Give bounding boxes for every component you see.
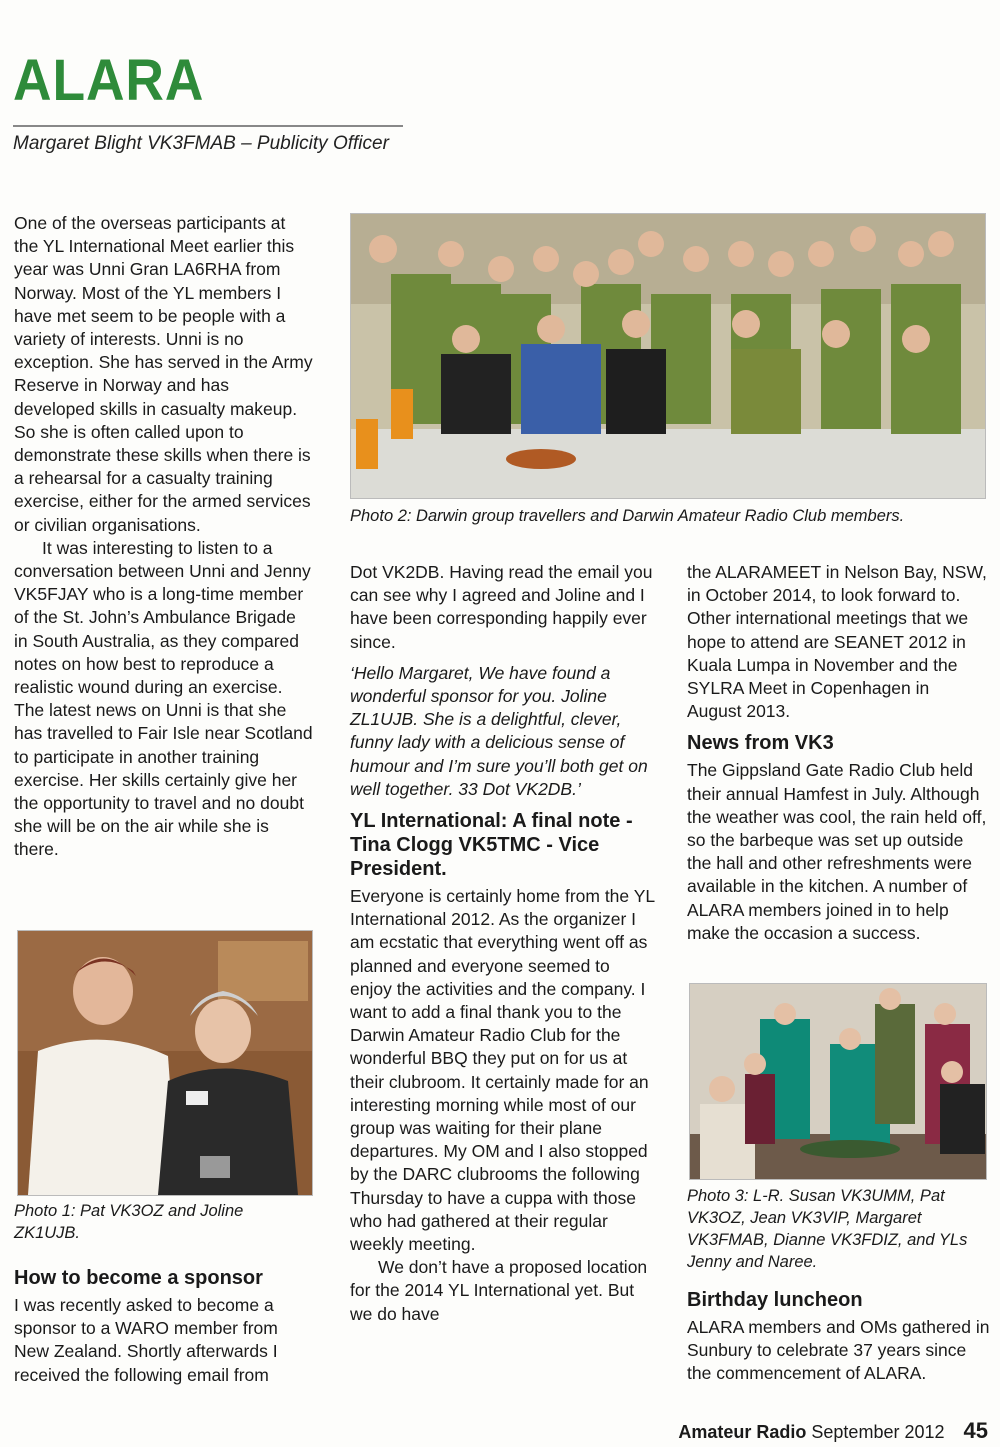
birthday-heading: Birthday luncheon xyxy=(687,1289,863,1311)
column-1-lower xyxy=(14,1258,314,1387)
paragraph: We don’t have a proposed location for the 2014 YL International yet. But we do have xyxy=(350,1257,648,1324)
page-number: 45 xyxy=(963,1418,988,1443)
photo-1 xyxy=(17,930,313,1196)
title-rule xyxy=(13,125,403,127)
paragraph: One of the overseas participants at the YL International Meet earlier this year was Unni Gran LA6RHA from Norway. Most of the YL members I have met seem to be people with a variety of interests. Unni is no exception. She has served in the Army Reserve in Norway and has developed skills in casualty makeup. So she is often called upon to demonstrate these skills when there is a rehearsal for a casualty training exercise, either for the armed services or civilian organisations. xyxy=(14,213,313,535)
magazine-name: Amateur Radio xyxy=(678,1422,807,1442)
column-2 xyxy=(350,561,655,1326)
paragraph: Everyone is certainly home from the YL International 2012. As the organizer I am ecstatic that everything went off as planned and everyone seemed to enjoy the activities and the company. I want to add a final thank you to the Darwin Amateur Radio Club for the wonderful BBQ they put on for us at their clubroom. It certainly made for an interesting morning while most of our group was waiting for their plane departures. My OM and I also stopped by the DARC clubrooms the following Thursday to have a cuppa with those who had gathered at their regular weekly meeting. xyxy=(350,886,655,1255)
paragraph: It was interesting to listen to a conversation between Unni and Jenny VK5FJAY who is a long-time member of the St. John’s Ambulance Brigade in South Australia, as they compared notes on how best to reproduce a realistic wound during an exercise. The latest news on Unni is that she has travelled to Fair Isle near Scotland to participate in another training exercise. Her skills certainly give her the opportunity to travel and no doubt she will be on the air while she is there. xyxy=(14,537,313,860)
column-1 xyxy=(14,212,314,862)
photo-1-caption: Photo 1: Pat VK3OZ and Joline ZK1UJB. xyxy=(14,1202,244,1242)
quoted-email: ‘Hello Margaret, We have found a wonderful sponsor for you. Joline ZL1UJB. She is a delightful, clever, funny lady with a delicious sense of humour and I’m sure you’ll both get on well together. 33 Dot VK2DB.’ xyxy=(350,662,648,799)
paragraph: the ALARAMEET in Nelson Bay, NSW, in October 2014, to look forward to. Other international meetings that we hope to attend are SEANET 2012 in Kuala Lumpa in November and the SYLRA Meet in Copenhagen in August 2013. xyxy=(687,562,987,722)
sponsor-heading: How to become a sponsor xyxy=(14,1267,263,1289)
photo-2-caption: Photo 2: Darwin group travellers and Darwin Amateur Radio Club members. xyxy=(350,507,905,525)
yl-international-heading: YL International: A final note - Tina Clogg VK5TMC - Vice President. xyxy=(350,810,633,881)
paragraph: Dot VK2DB. Having read the email you can see why I agreed and Joline and I have been corresponding happily ever since. xyxy=(350,562,653,652)
news-vk3-heading: News from VK3 xyxy=(687,732,834,755)
photo-2 xyxy=(350,213,986,499)
paragraph: ALARA members and OMs gathered in Sunbury to celebrate 37 years since the commencement of ALARA. xyxy=(687,1317,990,1384)
byline: Margaret Blight VK3FMAB – Publicity Officer xyxy=(13,133,389,154)
issue-date: September 2012 xyxy=(811,1422,945,1442)
page-title: ALARA xyxy=(13,48,205,113)
paragraph: I was recently asked to become a sponsor to a WARO member from New Zealand. Shortly afterwards I received the following email from xyxy=(14,1295,278,1385)
column-3 xyxy=(687,561,987,945)
paragraph: The Gippsland Gate Radio Club held their annual Hamfest in July. Although the weather was cool, the rain held off, so the barbeque was set up outside the hall and other refreshments were available in the kitchen. A number of ALARA members joined in to help make the occasion a success. xyxy=(687,760,987,943)
photo-3 xyxy=(689,983,987,1180)
column-3-lower xyxy=(687,1280,992,1386)
page-footer xyxy=(678,1418,988,1444)
photo-3-caption: Photo 3: L-R. Susan VK3UMM, Pat VK3OZ, Jean VK3VIP, Margaret VK3FMAB, Dianne VK3FDIZ, and YLs Jenny and Naree. xyxy=(687,1187,968,1271)
